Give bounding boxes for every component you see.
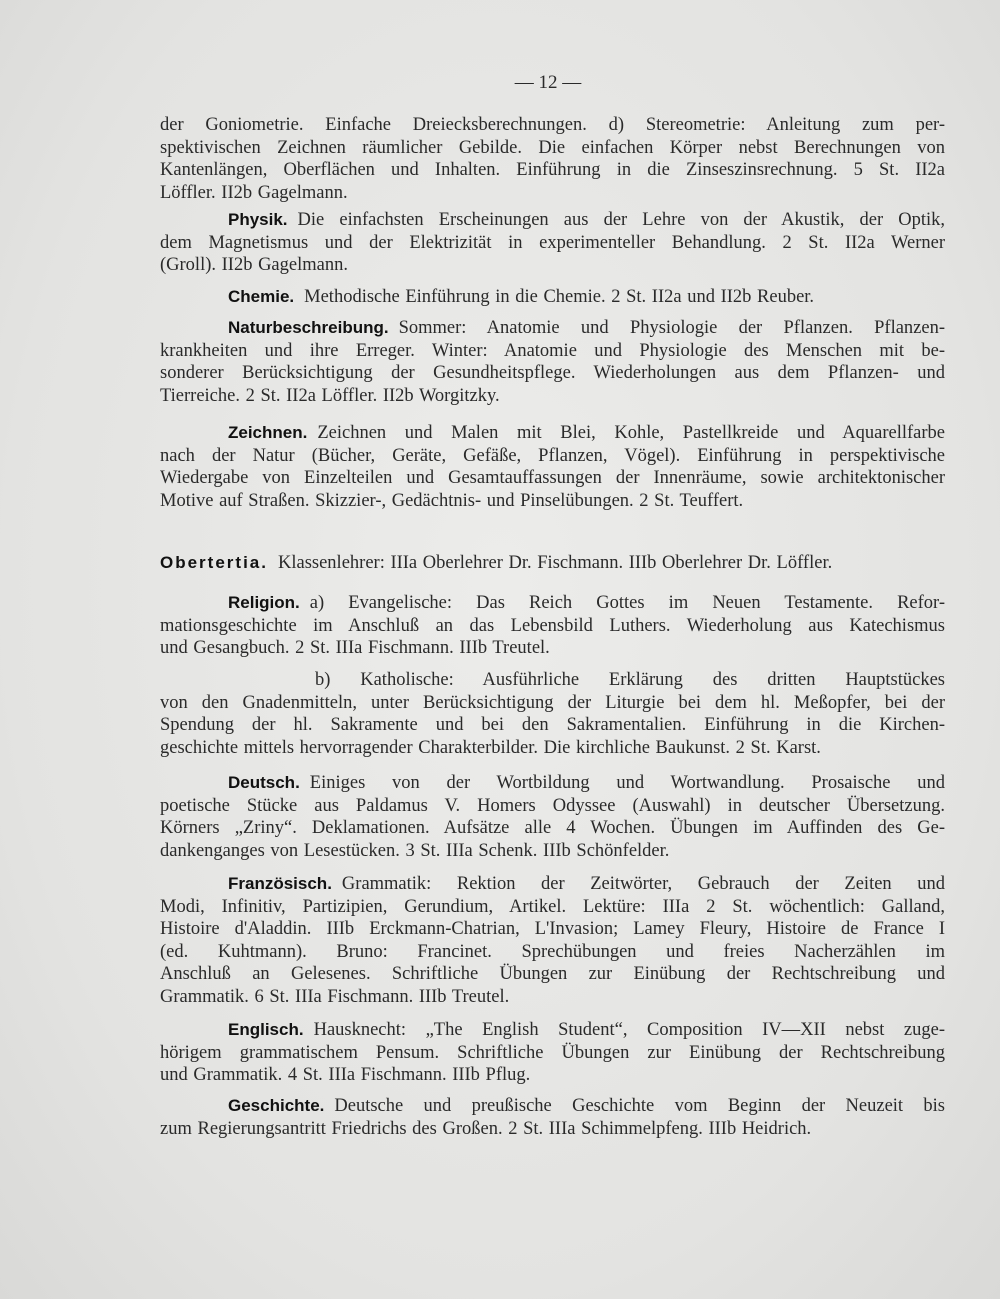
text-line [160,254,945,277]
line-text: Körners „Zriny“. Deklamationen. Aufsätze alle 4 Wochen. Übungen im Auffinden des Ge- [160,818,945,839]
section-heading: Englisch. [228,1020,304,1039]
line-text: von den Gnadenmitteln, unter Berücksichtigung der Liturgie bei dem hl. Meßopfer, bei der [160,692,945,713]
line-text: mationsgeschichte im Anschluß an das Lebensbild Luthers. Wiederholung aus Katechismus [160,615,945,636]
text-line [160,159,945,182]
text-line [160,1118,945,1141]
text-line [160,232,945,255]
text-line [160,490,945,513]
line-text: (ed. Kuhtmann). Bruno: Francinet. Sprechübungen und freies Nacherzählen im [160,941,945,962]
text-line [160,362,945,385]
paragraph [160,592,945,660]
text-line [160,637,945,660]
line-text: Modi, Infinitiv, Partizipien, Gerundium, Artikel. Lektüre: IIIa 2 St. wöchentlich: Galland, [160,896,945,917]
paragraph [160,1019,945,1087]
text-line [160,385,945,408]
line-text: b) Katholische: Ausführliche Erklärung des dritten Hauptstückes [315,670,945,690]
section-heading: Religion. [228,593,300,612]
line-text: krankheiten und ihre Erreger. Winter: Anatomie und Physiologie des Menschen mit be- [160,340,945,361]
text-line [160,592,945,615]
line-text: poetische Stücke aus Paldamus V. Homers Odyssee (Auswahl) in deutscher Übersetzung. [160,795,945,816]
text-line [160,772,945,795]
line-text: Tierreiche. 2 St. II2a Löffler. II2b Worgitzky. [160,385,500,406]
line-text: a) Evangelische: Das Reich Gottes im Neuen Testamente. Refor- [309,593,945,613]
text-line [160,1042,945,1065]
line-text: Kantenlängen, Oberflächen und Inhalten. Einführung in die Zinseszinsrechnung. 5 St. II2a [160,160,945,181]
text-line [160,1019,945,1042]
text-line [160,873,945,896]
line-text: Klassenlehrer: IIIa Oberlehrer Dr. Fischmann. IIIb Oberlehrer Dr. Löffler. [277,553,833,573]
text-line [160,714,945,737]
section-heading: Chemie. [228,287,295,306]
text-line [160,986,945,1009]
text-line [160,615,945,638]
line-text: Hausknecht: „The English Student“, Composition IV—XII nebst zuge- [313,1020,945,1040]
line-text: spektivischen Zeichnen räumlicher Gebilde. Die einfachen Körper nebst Berechnungen von [160,137,945,158]
line-text: Methodische Einführung in die Chemie. 2 St. II2a und II2b Reuber. [304,287,815,307]
line-text: Sommer: Anatomie und Physiologie der Pflanzen. Pflanzen- [398,318,945,338]
text-line [160,963,945,986]
line-text: Zeichnen und Malen mit Blei, Kohle, Pastellkreide und Aquarellfarbe [317,423,945,443]
section-heading: Obertertia. [160,553,268,572]
page-number: — 12 — [514,72,582,93]
paragraph [160,552,945,575]
text-line [160,445,945,468]
line-text: sonderer Berücksichtigung der Gesundheitspflege. Wiederholungen aus dem Pflanzen- und [160,363,945,384]
text-line [160,817,945,840]
line-text: (Groll). II2b Gagelmann. [160,255,348,276]
section-heading: Physik. [228,210,288,229]
line-text: Einiges von der Wortbildung und Wortwandlung. Prosaische und [309,773,945,793]
line-text: geschichte mittels hervorragender Charakterbilder. Die kirchliche Baukunst. 2 St. Karst. [160,737,821,758]
paragraph [160,873,945,1009]
section-heading: Französisch. [228,874,332,893]
text-line [160,737,945,760]
text-line [160,1064,945,1087]
text-line [160,840,945,863]
line-text: Spendung der hl. Sakramente und bei den Sakramentalien. Einführung in die Kirchen- [160,715,945,736]
text-line [160,340,945,363]
line-text: hörigem grammatischem Pensum. Schriftliche Übungen zur Einübung der Rechtschreibung [160,1042,945,1063]
line-text: Löffler. II2b Gagelmann. [160,182,348,203]
line-text: dem Magnetismus und der Elektrizität in experimenteller Behandlung. 2 St. II2a Werner [160,232,945,253]
line-text: Histoire d'Aladdin. IIIb Erckmann-Chatrian, L'Invasion; Lamey Fleury, Histoire de France I [160,919,945,940]
paragraph [160,317,945,407]
paragraph [160,114,945,204]
text-line [160,422,945,445]
text-line [160,896,945,919]
section-heading: Naturbeschreibung. [228,318,389,337]
paragraph [160,669,945,759]
text-line [160,182,945,205]
paragraph [160,772,945,862]
line-text: Wiedergabe von Einzelteilen und Gesamtauffassungen der Innenräume, sowie architektonischer [160,468,945,489]
text-line [160,552,945,575]
text-line [160,941,945,964]
paragraph [160,209,945,277]
section-heading: Zeichnen. [228,423,308,442]
text-line [160,114,945,137]
line-text: Grammatik: Rektion der Zeitwörter, Gebrauch der Zeiten und [341,874,945,894]
line-text: Anschluß an Gelesenes. Schriftliche Übungen zur Einübung der Rechtschreibung und [160,964,945,985]
line-text: und Grammatik. 4 St. IIIa Fischmann. IIIb Pflug. [160,1065,531,1086]
paragraph [160,1095,945,1140]
line-text: der Goniometrie. Einfache Dreiecksberechnungen. d) Stereometrie: Anleitung zum per- [160,115,945,135]
paragraph [160,422,945,512]
line-text: und Gesangbuch. 2 St. IIIa Fischmann. IIIb Treutel. [160,638,550,659]
line-text: dankenganges von Lesestücken. 3 St. IIIa Schenk. IIIb Schönfelder. [160,840,670,861]
text-line [160,209,945,232]
paragraph [160,286,945,309]
text-line [160,317,945,340]
text-line [160,795,945,818]
text-line [160,918,945,941]
text-line [160,286,945,309]
line-text: Deutsche und preußische Geschichte vom Beginn der Neuzeit bis [334,1096,945,1116]
line-text: nach der Natur (Bücher, Geräte, Gefäße, Pflanzen, Vögel). Einführung in perspektivische [160,445,945,466]
text-line [160,137,945,160]
line-text: Die einfachsten Erscheinungen aus der Lehre von der Akustik, der Optik, [297,210,945,230]
line-text: zum Regierungsantritt Friedrichs des Großen. 2 St. IIIa Schimmelpfeng. IIIb Heidrich. [160,1118,812,1139]
section-heading: Geschichte. [228,1096,325,1115]
line-text: Motive auf Straßen. Skizzier-, Gedächtnis- und Pinselübungen. 2 St. Teuffert. [160,490,744,511]
text-line [160,467,945,490]
text-line [160,669,945,692]
text-line [160,1095,945,1118]
line-text: Grammatik. 6 St. IIIa Fischmann. IIIb Treutel. [160,986,510,1007]
section-heading: Deutsch. [228,773,300,792]
text-line [160,692,945,715]
